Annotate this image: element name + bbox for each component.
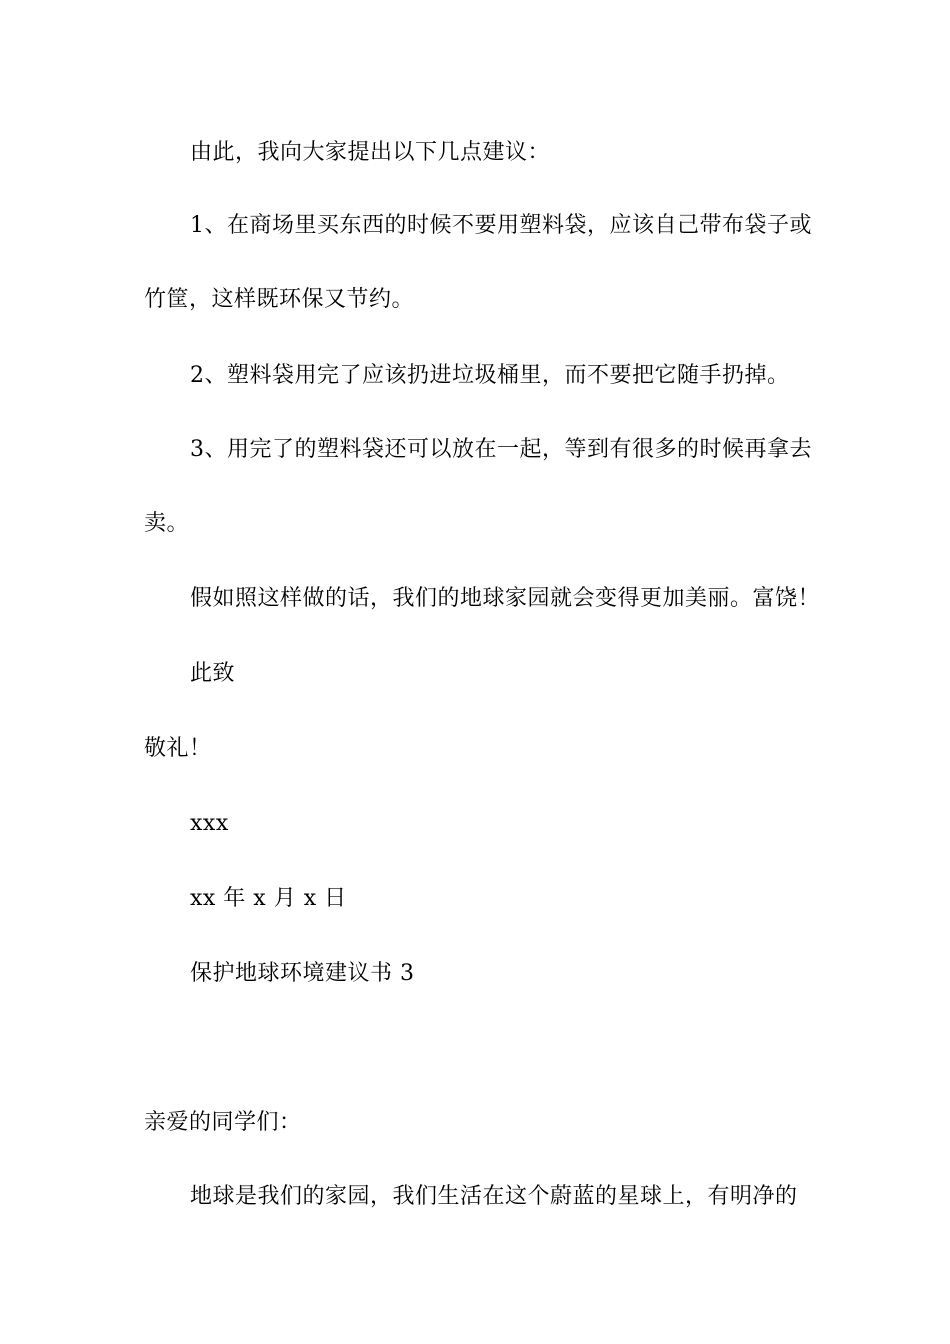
paragraph-conclusion: 假如照这样做的话，我们的地球家园就会变得更加美丽。富饶！ xyxy=(190,586,821,611)
signature-name: xxx xyxy=(190,811,229,836)
suggestion-2: 2、塑料袋用完了应该扔进垃圾桶里，而不要把它随手扔掉。 xyxy=(190,363,790,388)
closing-jing-li: 敬礼！ xyxy=(144,736,212,761)
section-heading: 保护地球环境建议书 3 xyxy=(190,961,415,986)
suggestion-3-line-2: 卖。 xyxy=(144,511,190,536)
closing-ci-zhi: 此致 xyxy=(190,661,236,686)
salutation: 亲爱的同学们： xyxy=(144,1110,302,1135)
suggestion-3-line-1: 3、用完了的塑料袋还可以放在一起，等到有很多的时候再拿去 xyxy=(190,437,812,462)
signature-date: xx 年 x 月 x 日 xyxy=(190,886,347,911)
suggestion-1-line-2: 竹筐，这样既环保又节约。 xyxy=(144,287,415,312)
suggestion-1-line-1: 1、在商场里买东西的时候不要用塑料袋，应该自己带布袋子或 xyxy=(190,213,812,238)
paragraph-body-start: 地球是我们的家园，我们生活在这个蔚蓝的星球上，有明净的 xyxy=(190,1184,798,1209)
paragraph-intro: 由此，我向大家提出以下几点建议： xyxy=(190,140,551,165)
